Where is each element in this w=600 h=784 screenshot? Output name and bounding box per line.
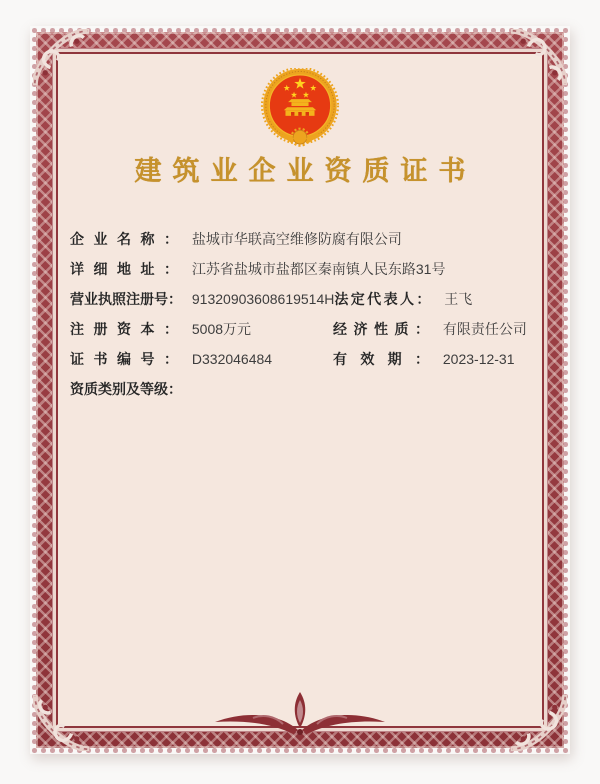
- certificate: [30, 26, 570, 754]
- field-row: [70, 254, 530, 284]
- corner-ornament-bottom-right: [511, 695, 567, 751]
- certificate-title: 建筑业企业资质证书: [134, 156, 477, 186]
- field-value: 盐城市华联高空维修防腐有限公司: [191, 231, 402, 247]
- field-label: 详细地址：: [70, 261, 178, 277]
- corner-ornament-top-right: [511, 29, 567, 85]
- prc-national-emblem-icon: [257, 68, 343, 150]
- guilloche-border-band: [36, 32, 564, 748]
- field-value-2: 有限责任公司: [442, 321, 527, 337]
- field-row: [70, 284, 530, 314]
- certificate-paper: [56, 52, 544, 728]
- field-col1: [70, 344, 333, 374]
- field-value-2: 王飞: [444, 291, 473, 307]
- qualification-section-title: 资质类别及等级：: [70, 381, 182, 397]
- corner-ornament-bottom-left: [33, 695, 89, 751]
- field-label: 证书编号：: [70, 351, 178, 367]
- field-value-2: 2023-12-31: [442, 351, 515, 367]
- field-value: 91320903608619514H: [191, 291, 335, 307]
- corner-ornament-top-left: [33, 29, 89, 85]
- field-col2: [334, 284, 472, 314]
- field-label-2: 法定代表人：: [334, 291, 431, 307]
- field-value: 江苏省盐城市盐都区秦南镇人民东路31号: [191, 261, 446, 277]
- field-col1: [70, 284, 334, 314]
- field-row: [70, 344, 530, 374]
- field-label: 企业名称：: [70, 231, 178, 247]
- field-rows: [70, 224, 530, 374]
- field-col1: [70, 224, 402, 254]
- field-row: [70, 224, 530, 254]
- field-row: [70, 314, 530, 344]
- field-value: 5008万元: [191, 321, 252, 337]
- field-col2: [333, 314, 527, 344]
- field-col2: [333, 344, 515, 374]
- field-label: 营业执照注册号：: [70, 291, 182, 307]
- field-label-2: 有效期：: [333, 351, 429, 367]
- field-value: D332046484: [191, 351, 273, 367]
- field-col1: [70, 314, 333, 344]
- bottom-flourish-ornament: [205, 690, 395, 736]
- field-col1: [70, 254, 445, 284]
- field-label: 注册资本：: [70, 321, 178, 337]
- field-label-2: 经济性质：: [333, 321, 429, 337]
